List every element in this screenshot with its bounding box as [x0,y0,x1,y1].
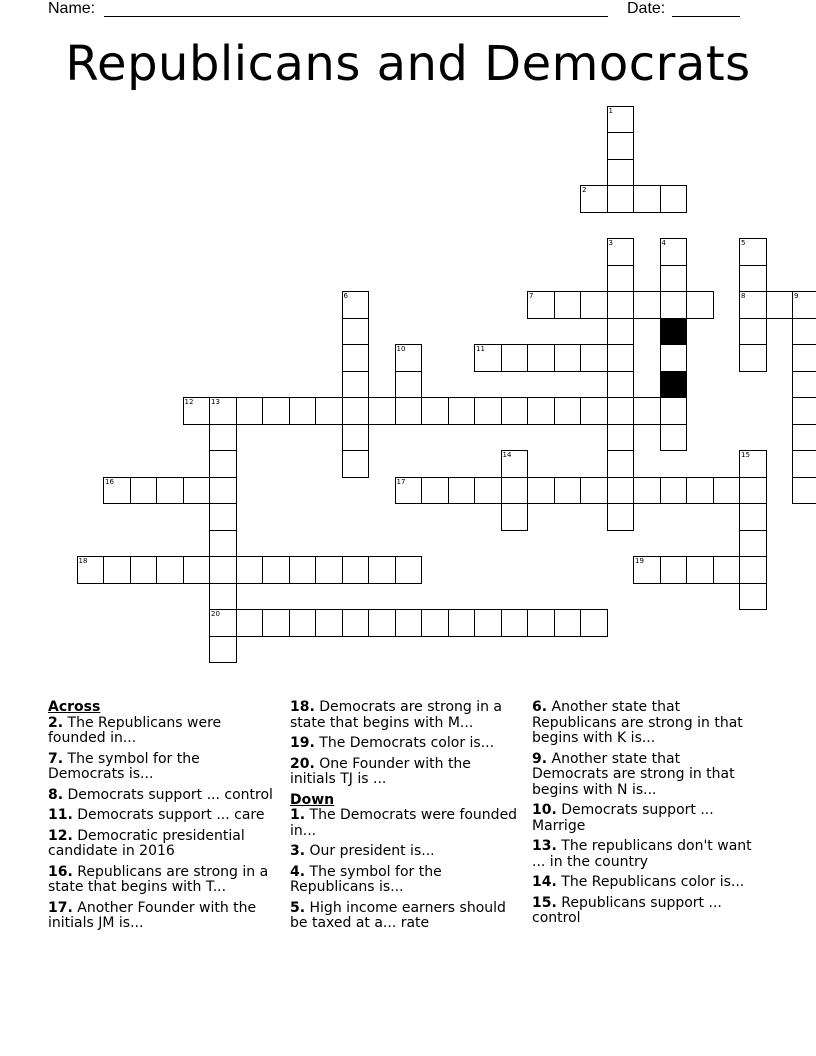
grid-cell[interactable] [421,397,449,425]
clue-number: 5 [741,239,746,247]
clue-item [532,700,760,747]
grid-cell[interactable] [103,477,131,505]
clue-number: 1 [608,106,613,115]
grid-cell[interactable] [209,477,237,505]
date-field[interactable] [672,16,740,17]
clue-item-number: 7. [48,750,64,767]
grid-cell[interactable] [607,503,635,531]
clue-item-text: The republicans don't want ... in the country [532,838,752,870]
grid-cell[interactable] [633,477,661,505]
grid-cell[interactable] [580,609,608,637]
clue-item-text: The Republicans color is... [556,874,745,890]
grid-cell[interactable] [607,185,635,213]
grid-cell[interactable] [607,238,635,266]
grid-cell[interactable] [527,477,555,505]
grid-cell[interactable] [607,265,635,293]
clue-item [48,829,276,860]
grid-cell[interactable] [580,185,608,213]
grid-cell[interactable] [289,556,317,584]
grid-cell[interactable] [792,318,816,346]
grid-cell[interactable] [580,291,608,319]
grid-cell[interactable] [448,477,476,505]
grid-cell[interactable] [739,318,767,346]
clue-item-text: The symbol for the Democrats is... [48,750,200,782]
grid-cell[interactable] [368,609,396,637]
grid-cell[interactable] [713,556,741,584]
grid-cell[interactable] [607,159,635,187]
clue-item-number: 2. [48,714,64,731]
clue-item-number: 10. [532,802,557,818]
grid-cell[interactable] [474,397,502,425]
grid-cell[interactable] [527,344,555,372]
grid-cell[interactable] [448,397,476,425]
grid-cell[interactable] [448,609,476,637]
clue-item-text: The Republicans were founded in... [48,714,222,746]
clue-item [532,803,760,834]
grid-cell[interactable] [236,397,264,425]
clue-item [290,700,518,731]
grid-cell[interactable] [739,530,767,558]
grid-cell[interactable] [289,397,317,425]
grid-cell[interactable] [792,397,816,425]
grid-cell[interactable] [607,106,635,134]
grid-cell[interactable] [395,371,423,399]
clue-item-text: The Democrats were founded in... [290,807,518,839]
clue-item-text: Another state that Democrats are strong in that begins with N is... [532,750,735,798]
grid-cell[interactable] [607,344,635,372]
clue-number: 14 [502,451,512,459]
clue-number: 10 [396,345,406,353]
grid-cell[interactable] [395,397,423,425]
clue-number: 6 [343,292,348,300]
grid-cell[interactable] [739,344,767,372]
grid-cell[interactable] [130,477,158,505]
grid-cell[interactable] [527,609,555,637]
black-square [660,318,688,346]
grid-cell[interactable] [315,609,343,637]
grid-cell[interactable] [739,265,767,293]
grid-cell[interactable] [156,477,184,505]
grid-cell[interactable] [262,397,290,425]
clue-item [290,865,518,896]
grid-cell[interactable] [183,397,211,425]
clue-item-text: Democrats support ... control [63,786,273,803]
clue-item-number: 3. [290,843,306,859]
clue-number: 20 [211,610,220,618]
grid-cell[interactable] [739,503,767,531]
clue-item-number: 20. [290,755,315,772]
clue-item-text: Republicans support ... control [532,894,722,926]
clue-item-number: 11. [48,807,73,823]
grid-cell[interactable] [209,530,237,558]
clue-number: 18 [78,557,88,565]
clue-number: 13 [211,398,220,406]
clue-item [532,839,760,870]
clue-item-number: 6. [532,699,548,715]
grid-cell[interactable] [766,291,794,319]
clue-item-text: One Founder with the initials TJ is ... [290,755,471,787]
clue-number: 15 [741,451,750,459]
name-field[interactable] [104,16,608,17]
clue-number: 9 [794,292,799,300]
grid-cell[interactable] [686,291,714,319]
grid-cell[interactable] [368,397,396,425]
grid-cell[interactable] [103,556,131,584]
clue-number: 12 [184,398,194,406]
grid-cell[interactable] [315,556,343,584]
clue-item-text: Our president is... [305,843,435,859]
grid-cell[interactable] [501,450,529,478]
clues-column-2 [290,700,518,937]
date-label: Date: [627,0,666,17]
clue-number: 3 [608,239,613,247]
clue-item [290,808,518,839]
grid-cell[interactable] [236,609,264,637]
grid-cell[interactable] [633,291,661,319]
grid-cell[interactable] [660,556,688,584]
grid-cell[interactable] [580,344,608,372]
grid-cell[interactable] [395,344,423,372]
grid-cell[interactable] [792,291,816,319]
grid-cell[interactable] [474,609,502,637]
grid-cell[interactable] [633,185,661,213]
grid-cell[interactable] [395,477,423,505]
grid-cell[interactable] [421,609,449,637]
clue-item-text: Democrats support ... Marrige [532,802,714,834]
clue-item-number: 19. [290,735,315,751]
clue-item [48,716,276,747]
grid-cell[interactable] [739,477,767,505]
grid-cell[interactable] [368,556,396,584]
clue-item-text: Democrats support ... care [72,807,265,823]
clue-item-text: High income earners should be taxed at a... rate [290,899,506,931]
grid-cell[interactable] [607,450,635,478]
clue-item [290,901,518,932]
grid-cell[interactable] [395,556,423,584]
grid-cell[interactable] [421,477,449,505]
clue-item [48,808,276,824]
grid-cell[interactable] [209,450,237,478]
grid-cell[interactable] [686,556,714,584]
grid-cell[interactable] [209,636,237,664]
grid-cell[interactable] [607,132,635,160]
down-heading: Down [290,791,335,808]
grid-cell[interactable] [660,397,688,425]
across-heading: Across [48,699,101,715]
grid-cell[interactable] [156,556,184,584]
clue-number: 19 [635,557,644,565]
clue-number: 8 [741,292,746,300]
grid-cell[interactable] [236,556,264,584]
clue-item-text: Republicans are strong in a state that begins with T... [48,863,269,895]
grid-cell[interactable] [342,318,370,346]
grid-cell[interactable] [554,397,582,425]
grid-cell[interactable] [501,344,529,372]
grid-cell[interactable] [739,291,767,319]
clue-item-number: 17. [48,899,73,916]
grid-cell[interactable] [289,609,317,637]
grid-cell[interactable] [580,397,608,425]
grid-cell[interactable] [580,477,608,505]
clues-column-1 [48,700,276,937]
grid-cell[interactable] [342,344,370,372]
grid-cell[interactable] [554,609,582,637]
grid-cell[interactable] [633,556,661,584]
clue-item [290,757,518,788]
grid-cell[interactable] [739,583,767,611]
black-square [660,371,688,399]
grid-cell[interactable] [792,450,816,478]
clue-item [48,901,276,932]
grid-cell[interactable] [315,397,343,425]
clue-item-text: Another state that Republicans are strong in that begins with K is... [532,699,743,746]
grid-cell[interactable] [183,556,211,584]
grid-cell[interactable] [554,291,582,319]
grid-cell[interactable] [607,477,635,505]
clues-column-3 [532,700,760,932]
clue-item-number: 18. [290,699,315,715]
grid-cell[interactable] [660,185,688,213]
grid-cell[interactable] [77,556,105,584]
clue-item-number: 14. [532,874,557,890]
grid-cell[interactable] [501,609,529,637]
grid-cell[interactable] [130,556,158,584]
clue-item-number: 1. [290,807,306,823]
grid-cell[interactable] [527,291,555,319]
grid-cell[interactable] [660,344,688,372]
clue-item-number: 15. [532,894,557,911]
clue-item [532,875,760,891]
grid-cell[interactable] [262,556,290,584]
clue-number: 7 [529,292,534,300]
grid-cell[interactable] [342,556,370,584]
grid-cell[interactable] [342,291,370,319]
grid-cell[interactable] [686,477,714,505]
clue-item-number: 9. [532,750,548,767]
grid-cell[interactable] [660,265,688,293]
grid-cell[interactable] [607,318,635,346]
grid-cell[interactable] [474,477,502,505]
grid-cell[interactable] [209,424,237,452]
clue-item [48,752,276,783]
grid-cell[interactable] [474,344,502,372]
grid-cell[interactable] [342,371,370,399]
clue-item [48,865,276,896]
puzzle-title: Republicans and Democrats [65,36,751,92]
grid-cell[interactable] [262,609,290,637]
grid-cell[interactable] [607,291,635,319]
clue-item-number: 8. [48,786,64,803]
clue-number: 4 [661,239,666,247]
name-label: Name: [48,0,96,17]
grid-cell[interactable] [209,583,237,611]
grid-cell[interactable] [501,397,529,425]
grid-cell[interactable] [501,477,529,505]
clue-number: 17 [396,477,406,486]
clue-item [532,896,760,927]
clue-number: 16 [105,477,114,486]
clue-item [290,844,518,860]
grid-cell[interactable] [792,344,816,372]
grid-cell[interactable] [209,397,237,425]
grid-cell[interactable] [342,397,370,425]
clue-item [532,752,760,799]
grid-cell[interactable] [501,503,529,531]
clue-number: 2 [582,186,587,194]
grid-cell[interactable] [739,450,767,478]
grid-cell[interactable] [209,556,237,584]
clue-item-text: Another Founder with the initials JM is... [48,899,257,931]
clue-item-text: Democrats are strong in a state that begins with M... [290,699,503,731]
clue-item-text: The symbol for the Republicans is... [290,863,442,895]
grid-cell[interactable] [527,397,555,425]
grid-cell[interactable] [342,450,370,478]
clue-item-text: Democratic presidential candidate in 2016 [48,827,245,859]
grid-cell[interactable] [395,609,423,637]
grid-cell[interactable] [209,503,237,531]
grid-cell[interactable] [607,371,635,399]
grid-cell[interactable] [342,424,370,452]
grid-cell[interactable] [739,556,767,584]
grid-cell[interactable] [607,424,635,452]
grid-cell[interactable] [739,238,767,266]
grid-cell[interactable] [554,344,582,372]
grid-cell[interactable] [554,477,582,505]
grid-cell[interactable] [183,477,211,505]
clue-item-number: 5. [290,899,306,916]
clue-item-text: The Democrats color is... [314,735,495,751]
grid-cell[interactable] [660,291,688,319]
grid-cell[interactable] [792,477,816,505]
grid-cell[interactable] [792,371,816,399]
clue-item-number: 4. [290,863,306,880]
clue-item [290,736,518,752]
clue-item [48,788,276,804]
grid-cell[interactable] [633,397,661,425]
clue-item-number: 12. [48,827,73,844]
grid-cell[interactable] [660,424,688,452]
grid-cell[interactable] [660,477,688,505]
grid-cell[interactable] [792,424,816,452]
clue-number: 11 [476,345,485,353]
grid-cell[interactable] [713,477,741,505]
clue-item-number: 16. [48,863,73,880]
clue-item-number: 13. [532,838,557,854]
grid-cell[interactable] [342,609,370,637]
grid-cell[interactable] [607,397,635,425]
worksheet-header [48,0,768,22]
grid-cell[interactable] [209,609,237,637]
grid-cell[interactable] [660,238,688,266]
